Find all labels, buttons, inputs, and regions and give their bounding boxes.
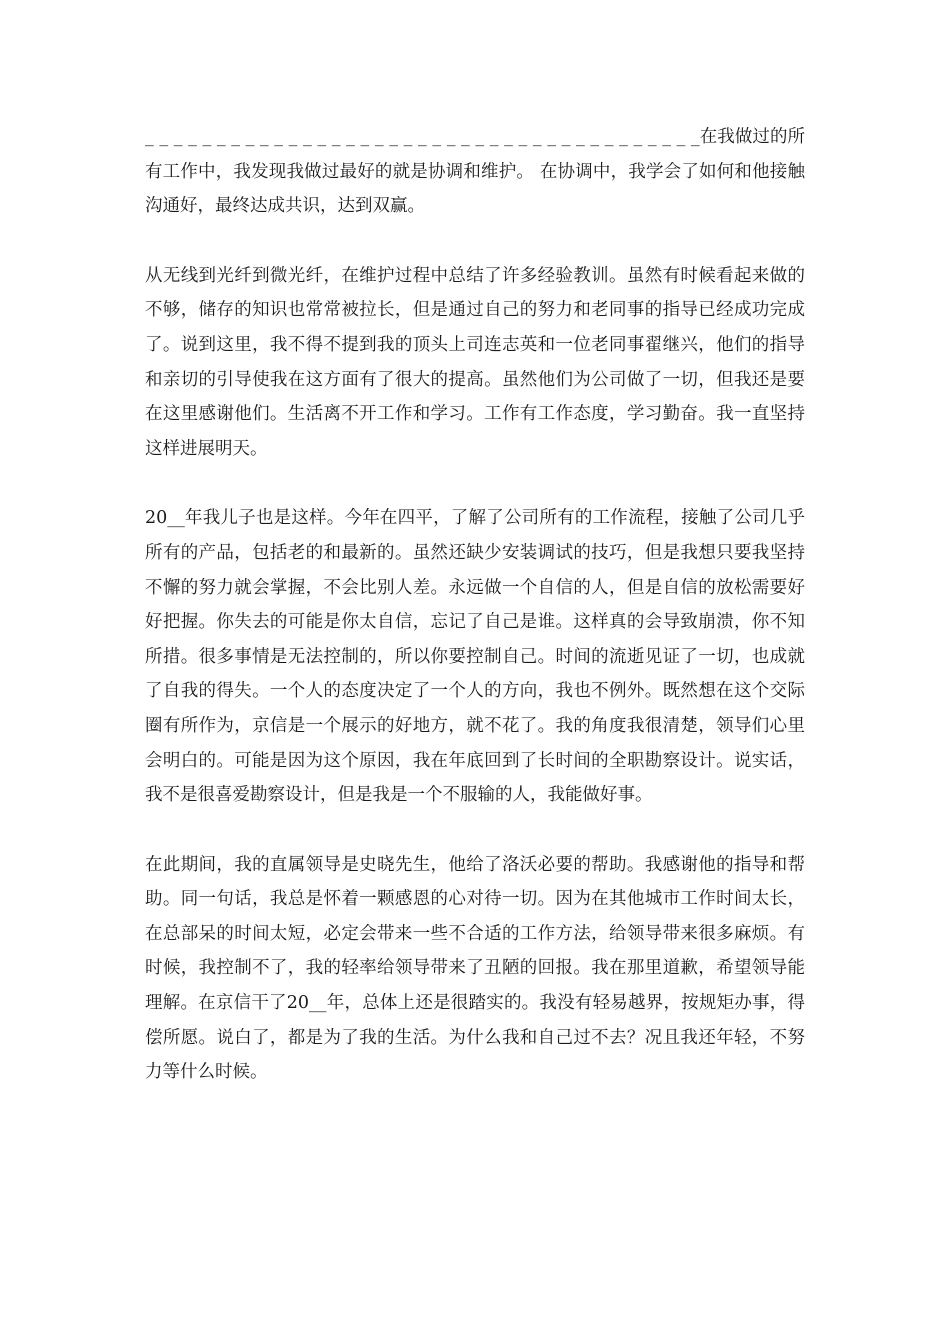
paragraph-2: 从无线到光纤到微光纤，在维护过程中总结了许多经验教训。虽然有时候看起来做的不够，储存的知识也常常被拉长，但是通过自己的努力和老同事的指导已经成功完成了。说到这里，我不得不提到我的顶头上司连志英和一位老同事翟继兴，他们的指导和亲切的引导使我在这方面有了很大的提高。虽然他们为公司做了一切，但我还是要在这里感谢他们。生活离不开工作和学习。工作有工作态度，学习勤奋。我一直坚持这样进展明天。 xyxy=(145,265,805,459)
paragraph-1: _ _ _ _ _ _ _ _ _ _ _ _ _ _ _ _ _ _ _ _ _ _ _ _ _ _ _ _ _ _ _ _ _ _ _ _ _ _ _在我做过的所有工作中，我发现我做过最好的就是协调和维护。 在协调中，我学会了如何和他接触沟通好，最终达成共识，达到双赢。 xyxy=(145,127,805,217)
paragraph-3: 20__年我儿子也是这样。今年在四平，了解了公司所有的工作流程，接触了公司几乎所有的产品，包括老的和最新的。虽然还缺少安装调试的技巧，但是我想只要我坚持不懈的努力就会掌握，不会比别人差。永远做一个自信的人，但是自信的放松需要好好把握。你失去的可能是你太自信，忘记了自己是谁。这样真的会导致崩溃，你不知所措。很多事情是无法控制的，所以你要控制自己。时间的流逝见证了一切，也成就了自我的得失。一个人的态度决定了一个人的方向，我也不例外。既然想在这个交际圈有所作为，京信是一个展示的好地方，就不花了。我的角度我很清楚，领导们心里会明白的。可能是因为这个原因，我在年底回到了长时间的全职勘察设计。说实话，我不是很喜爱勘察设计，但是我是一个不服输的人，我能做好事。 xyxy=(145,508,805,806)
paragraph-4: 在此期间，我的直属领导是史晓先生，他给了洛沃必要的帮助。我感谢他的指导和帮助。同一句话，我总是怀着一颗感恩的心对待一切。因为在其他城市工作时间太长，在总部呆的时间太短，必定会带来一些不合适的工作方法，给领导带来很多麻烦。有时候，我控制不了，我的轻率给领导带来了丑陋的回报。我在那里道歉，希望领导能理解。在京信干了20__年，总体上还是很踏实的。我没有轻易越界，按规矩办事，得偿所愿。说白了，都是为了我的生活。为什么我和自己过不去？况且我还年轻，不努力等什么时候。 xyxy=(145,854,805,1083)
document-page xyxy=(145,120,805,1125)
